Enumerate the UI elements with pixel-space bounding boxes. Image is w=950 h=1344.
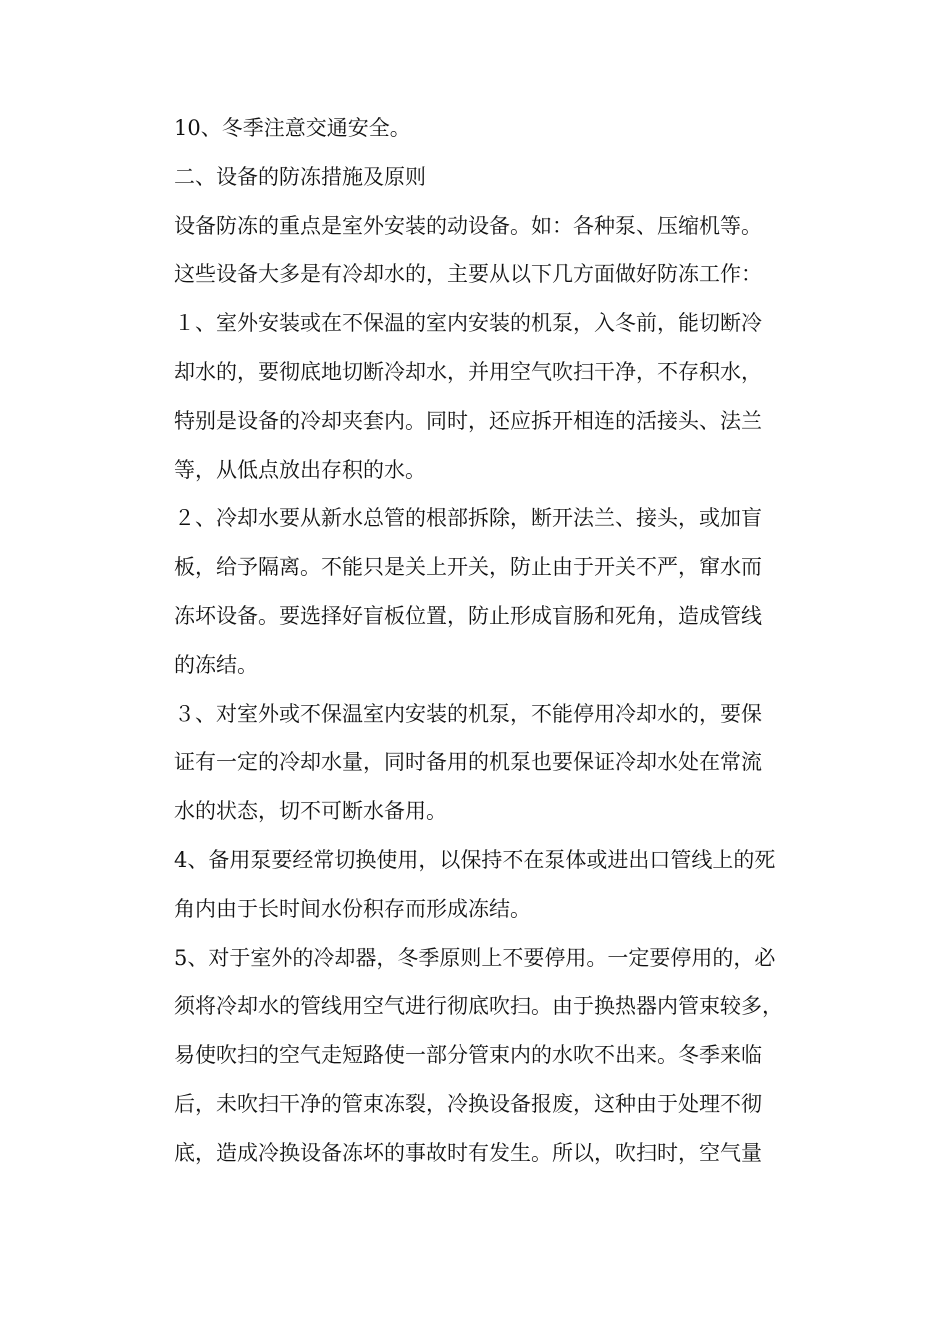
text-line-22: 底，造成冷换设备冻坏的事故时有发生。所以，吹扫时，空气量 xyxy=(174,1140,762,1165)
text-line-20: 易使吹扫的空气走短路使一部分管束内的水吹不出来。冬季来临 xyxy=(174,1043,762,1068)
text-line-6: 却水的，要彻底地切断冷却水，并用空气吹扫干净，不存积水， xyxy=(174,359,762,384)
section-heading: 二、设备的防冻措施及原则 xyxy=(174,164,426,189)
text-line-19: 须将冷却水的管线用空气进行彻底吹扫。由于换热器内管束较多， xyxy=(174,994,783,1019)
text-line-8: 等，从低点放出存积的水。 xyxy=(174,457,426,482)
text-line-13: ３、对室外或不保温室内安装的机泵，不能停用冷却水的，要保 xyxy=(174,701,762,726)
text-line-18: 5、对于室外的冷却器，冬季原则上不要停用。一定要停用的，必 xyxy=(174,945,776,970)
text-line-1: 10、冬季注意交通安全。 xyxy=(174,116,411,140)
text-line-7: 特别是设备的冷却夹套内。同时，还应拆开相连的活接头、法兰 xyxy=(174,408,762,433)
text-line-17: 角内由于长时间水份积存而形成冻结。 xyxy=(174,896,531,921)
text-line-16: 4、备用泵要经常切换使用，以保持不在泵体或进出口管线上的死 xyxy=(174,847,776,872)
text-line-21: 后，未吹扫干净的管束冻裂，冷换设备报废，这种由于处理不彻 xyxy=(174,1091,762,1116)
text-line-12: 的冻结。 xyxy=(174,652,258,677)
text-line-4: 这些设备大多是有冷却水的，主要从以下几方面做好防冻工作： xyxy=(174,262,762,287)
text-line-15: 水的状态，切不可断水备用。 xyxy=(174,799,447,824)
text-line-9: ２、冷却水要从新水总管的根部拆除，断开法兰、接头，或加盲 xyxy=(174,506,762,531)
text-line-3: 设备防冻的重点是室外安装的动设备。如：各种泵、压缩机等。 xyxy=(174,213,762,238)
text-line-11: 冻坏设备。要选择好盲板位置，防止形成盲肠和死角，造成管线 xyxy=(174,603,762,628)
text-line-10: 板，给予隔离。不能只是关上开关，防止由于开关不严，窜水而 xyxy=(174,555,762,580)
text-line-5: １、室外安装或在不保温的室内安装的机泵，入冬前，能切断冷 xyxy=(174,311,762,336)
body-text xyxy=(174,104,824,1178)
text-line-14: 证有一定的冷却水量，同时备用的机泵也要保证冷却水处在常流 xyxy=(174,750,762,775)
